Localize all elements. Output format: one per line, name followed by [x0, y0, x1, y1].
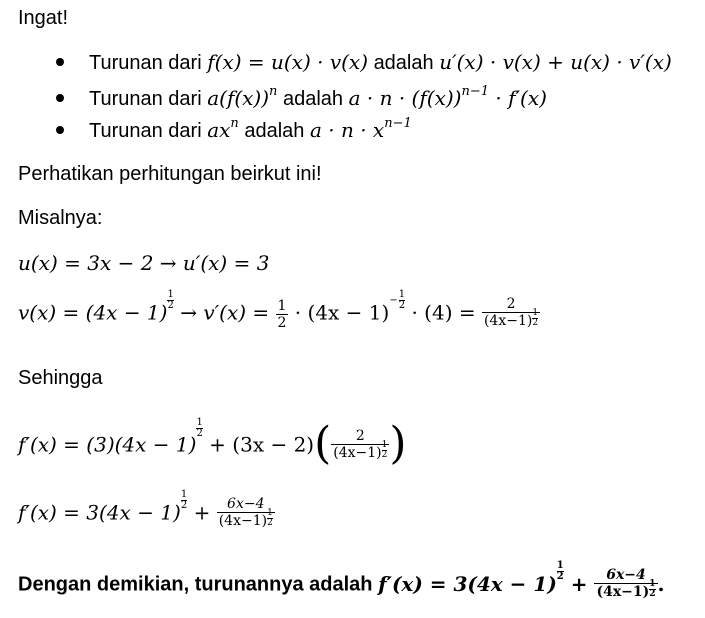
heading: Ingat! — [18, 7, 69, 29]
rule-3-prefix: Turunan dari — [89, 120, 202, 142]
u-line — [18, 251, 269, 275]
rule-1-mid: adalah — [373, 52, 434, 74]
rule-3-rhs-exp: n−1 — [384, 116, 412, 131]
f-prime-line-2 — [18, 489, 275, 532]
u-line-text: u(x) = 3x − 2 → u′(x) = 3 — [18, 251, 270, 275]
bullet-3 — [56, 126, 64, 134]
f1-open-paren: ( — [314, 418, 332, 469]
bullet-2 — [56, 94, 64, 102]
rule-1-lhs: f(x) = u(x) · v(x) — [207, 50, 368, 74]
rule-2-lhs: a(f(x)) — [207, 86, 270, 110]
v-exp-half: $\frac{1}{2}$ — [167, 289, 174, 311]
f2-frac: 6x−4 (4x−1) $\frac{1}{2}$ — [217, 496, 275, 532]
bullet-1 — [56, 58, 64, 66]
v-line — [18, 289, 540, 346]
v-line-tail: · (4) = — [405, 300, 482, 325]
v-exp-neg-half: − $\frac{1}{2}$ — [389, 289, 406, 311]
rule-1-rhs: u′(x) · v(x) + u(x) · v′(x) — [439, 50, 672, 74]
example-label: Misalnya: — [18, 207, 103, 229]
rule-2-prefix: Turunan dari — [89, 88, 202, 110]
f1-close-paren: ) — [389, 418, 407, 469]
f2-b: + — [187, 500, 217, 525]
rule-3-lhs: ax — [207, 118, 231, 142]
intro-text: Perhatikan perhitungan beirkut ini! — [18, 163, 322, 185]
rule-3 — [89, 118, 412, 146]
f-prime-line-1 — [18, 417, 407, 469]
f2-a: f′(x) = 3(4x − 1) — [18, 500, 181, 525]
v-result-frac: 2 (4x−1) $\frac{1}{2}$ — [482, 296, 540, 332]
v-coef-half: $\frac{1}{2}$ — [277, 297, 287, 331]
rule-3-rhs: a · n · x — [309, 118, 385, 142]
f1-exp: $\frac{1}{2}$ — [196, 417, 203, 439]
f1-b: + (3x − 2) — [202, 432, 315, 457]
f1-a: f′(x) = (3)(4x − 1) — [18, 432, 197, 457]
conclusion-text: Dengan demikian, turunannya adalah — [18, 573, 373, 596]
rule-2-rhs: a · n · (f(x)) — [348, 86, 462, 110]
f2-exp: $\frac{1}{2}$ — [180, 489, 188, 511]
rule-1 — [89, 50, 672, 75]
rule-2-mid: adalah — [282, 88, 344, 110]
rule-3-mid: adalah — [244, 120, 305, 142]
rule-2-rhs-tail: · f′(x) — [489, 86, 547, 110]
conclusion-formula: f′(x) = 3(4x − 1) $\frac{1}{2}$ + 6x−4 (4x−1) $\frac{1}{2}$ . — [378, 572, 664, 596]
conclusion — [18, 560, 665, 603]
rule-1-prefix: Turunan dari — [89, 52, 202, 74]
v-line-left: v(x) = (4x − 1) — [18, 300, 168, 325]
v-line-arrow: → v′(x) = — [173, 300, 276, 325]
rule-3-lhs-exp: n — [230, 116, 239, 131]
so-label: Sehingga — [18, 367, 103, 389]
rule-2 — [89, 86, 547, 114]
f1-frac: 2 (4x−1) $\frac{1}{2}$ — [331, 428, 389, 464]
v-line-mid: · (4x − 1) — [288, 300, 390, 325]
rule-2-rhs-exp: n−1 — [461, 84, 489, 99]
rule-2-lhs-exp: n — [269, 84, 278, 99]
